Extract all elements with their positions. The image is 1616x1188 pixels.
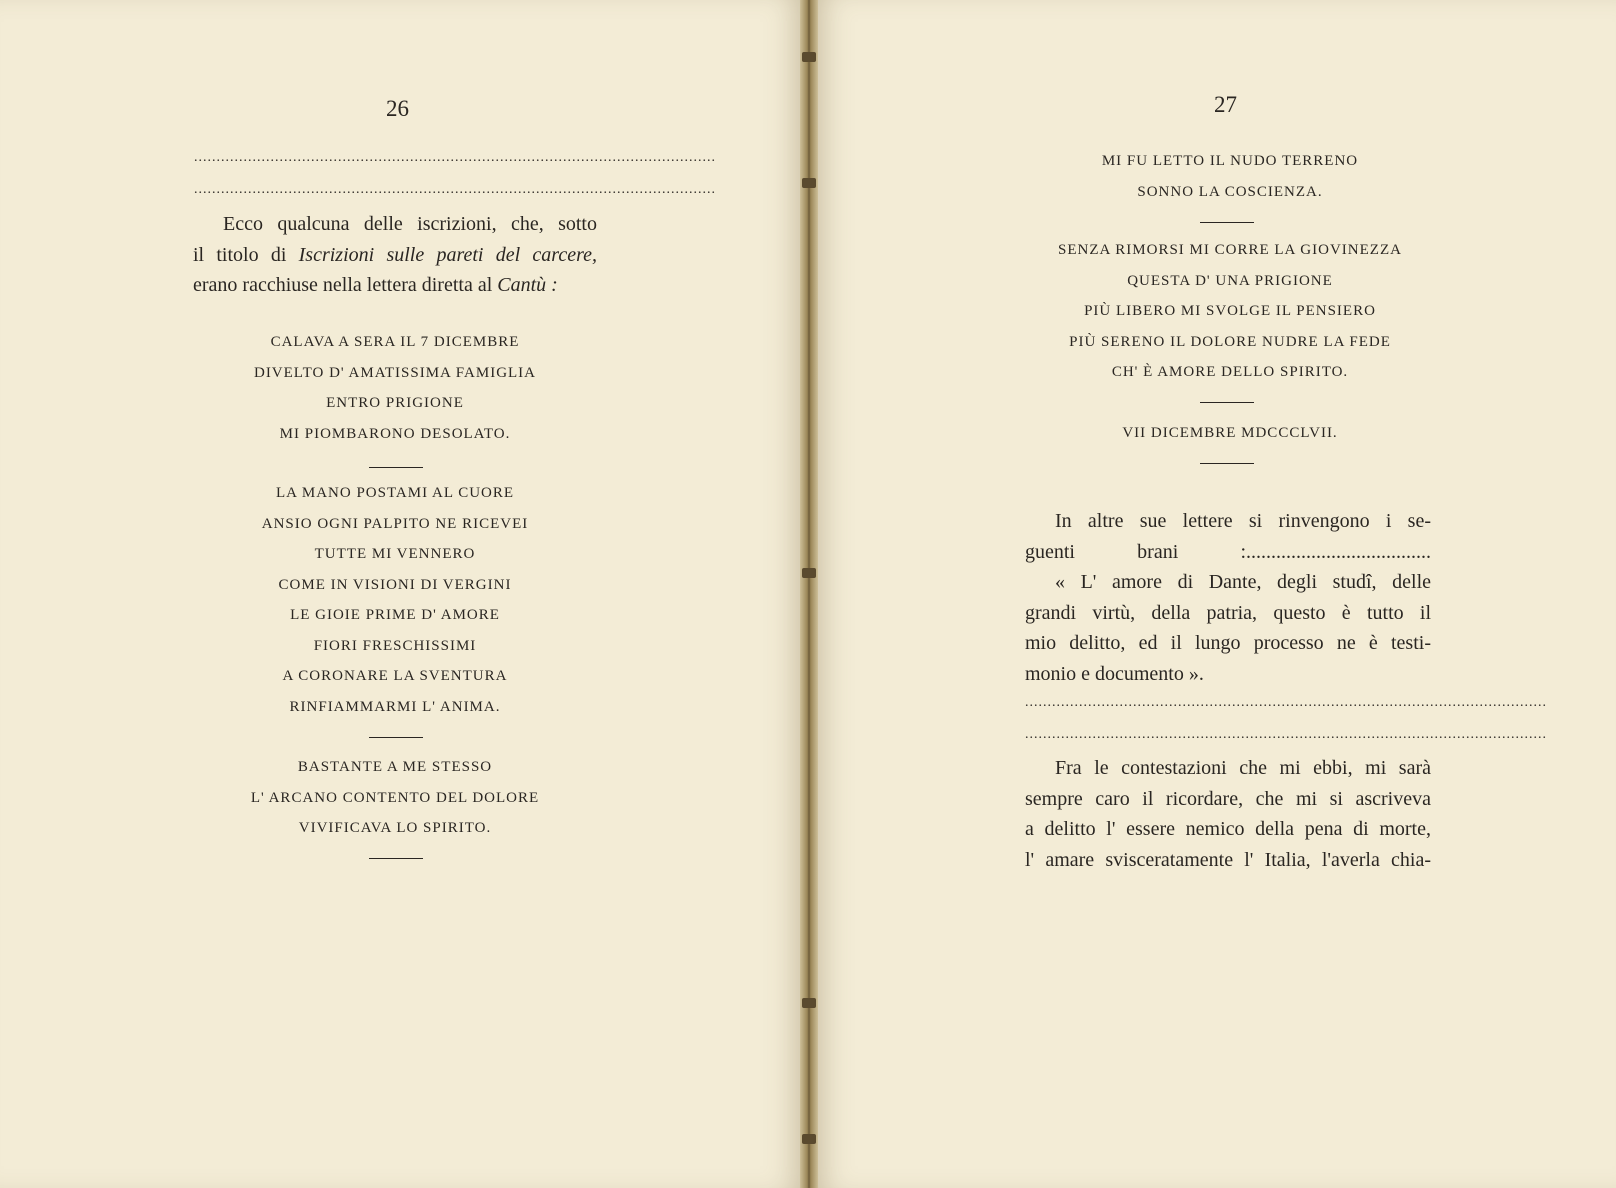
section-divider bbox=[369, 737, 423, 738]
ellipsis-line: .................................................................................................................... bbox=[194, 182, 716, 197]
inscription-line: VIVIFICAVA LO SPIRITO. bbox=[298, 820, 492, 836]
text-line: Ecco qualcuna delle iscrizioni, che, sotto bbox=[223, 213, 597, 235]
inscription-line: L' ARCANO CONTENTO DEL DOLORE bbox=[250, 789, 540, 806]
inscription-line: FIORI FRESCHISSIMI bbox=[313, 637, 477, 654]
inscription-line: MI FU LETTO IL NUDO TERRENO bbox=[1101, 153, 1359, 169]
text-line: Fra le contestazioni che mi ebbi, mi sarà bbox=[1055, 757, 1431, 779]
inscription-line: ANSIO OGNI PALPITO NE RICEVEI bbox=[261, 515, 529, 532]
inscription-line: LE GIOIE PRIME D' AMORE bbox=[290, 607, 500, 623]
text-line: grandi virtù, della patria, questo è tutto il bbox=[1025, 601, 1431, 624]
inscription-line: COME IN VISIONI DI VERGINI bbox=[278, 576, 512, 593]
inscription-line: LA MANO POSTAMI AL CUORE bbox=[275, 485, 515, 501]
inscription-stanza bbox=[1023, 146, 1437, 207]
text-line: l' amare svisceratamente l' Italia, l'averla chia- bbox=[1025, 848, 1431, 871]
ellipsis-line: .................................................................................................................... bbox=[1025, 727, 1547, 742]
inscription-line: CH' È AMORE DELLO SPIRITO. bbox=[1111, 364, 1349, 380]
inscription-line: ENTRO PRIGIONE bbox=[326, 395, 464, 411]
inscription-line: DIVELTO D' AMATISSIMA FAMIGLIA bbox=[253, 364, 537, 381]
page-number-right: 27 bbox=[1214, 92, 1237, 117]
section-divider bbox=[1200, 463, 1254, 464]
inscription-line: SONNO LA COSCIENZA. bbox=[1137, 183, 1323, 200]
inscription-line: VII DICEMBRE MDCCCLVII. bbox=[1122, 425, 1338, 441]
inscription-stanza bbox=[193, 478, 597, 722]
section-divider bbox=[1200, 222, 1254, 223]
text-line: In altre sue lettere si rinvengono i se- bbox=[1055, 510, 1431, 532]
inscription-line: CALAVA A SERA IL 7 DICEMBRE bbox=[270, 334, 520, 350]
inscription-line: SENZA RIMORSI MI CORRE LA GIOVINEZZA bbox=[1058, 242, 1402, 258]
letters-paragraph bbox=[1025, 506, 1431, 689]
section-divider bbox=[1200, 402, 1254, 403]
ellipsis-line: .................................................................................................................... bbox=[1025, 695, 1547, 710]
inscription-line: BASTANTE A ME STESSO bbox=[297, 759, 493, 775]
inscription-line: MI PIOMBARONO DESOLATO. bbox=[279, 425, 511, 442]
text-line: a delitto l' essere nemico della pena di morte, bbox=[1025, 818, 1431, 840]
inscription-line: TUTTE MI VENNERO bbox=[314, 546, 476, 562]
text-line: monio e documento ». bbox=[1025, 662, 1204, 685]
inscription-stanza bbox=[1023, 235, 1437, 388]
text-line: guenti brani :..................................... bbox=[1025, 540, 1431, 563]
section-divider bbox=[369, 467, 423, 468]
inscription-stanza bbox=[193, 752, 597, 844]
binding-stitch bbox=[802, 1134, 816, 1144]
page-number-left: 26 bbox=[386, 96, 409, 121]
left-page bbox=[0, 0, 800, 1188]
right-page bbox=[818, 0, 1616, 1188]
inscription-line: QUESTA D' UNA PRIGIONE bbox=[1127, 272, 1333, 289]
text-line: sempre caro il ricordare, che mi si ascriveva bbox=[1025, 787, 1431, 810]
binding-stitch bbox=[802, 568, 816, 578]
text-line: erano racchiuse nella lettera diretta al Cantù : bbox=[193, 274, 558, 296]
binding-stitch bbox=[802, 52, 816, 62]
inscription-line: RINFIAMMARMI L' ANIMA. bbox=[289, 698, 501, 715]
text-line: mio delitto, ed il lungo processo ne è testi- bbox=[1025, 632, 1431, 654]
text-line: « L' amore di Dante, degli studî, delle bbox=[1055, 571, 1431, 593]
inscription-line: PIÙ SERENO IL DOLORE NUDRE LA FEDE bbox=[1069, 333, 1391, 350]
section-divider bbox=[369, 858, 423, 859]
inscription-stanza bbox=[193, 327, 597, 449]
ellipsis-line: .................................................................................................................... bbox=[194, 150, 716, 165]
inscription-line: A CORONARE LA SVENTURA bbox=[282, 668, 508, 684]
date-line bbox=[1023, 418, 1437, 449]
inscription-line: PIÙ LIBERO MI SVOLGE IL PENSIERO bbox=[1084, 303, 1376, 319]
binding-stitch bbox=[802, 178, 816, 188]
intro-paragraph bbox=[193, 209, 597, 301]
contestations-paragraph bbox=[1025, 753, 1431, 875]
text-line: il titolo di Iscrizioni sulle pareti del carcere, bbox=[193, 243, 597, 266]
binding-stitch bbox=[802, 998, 816, 1008]
